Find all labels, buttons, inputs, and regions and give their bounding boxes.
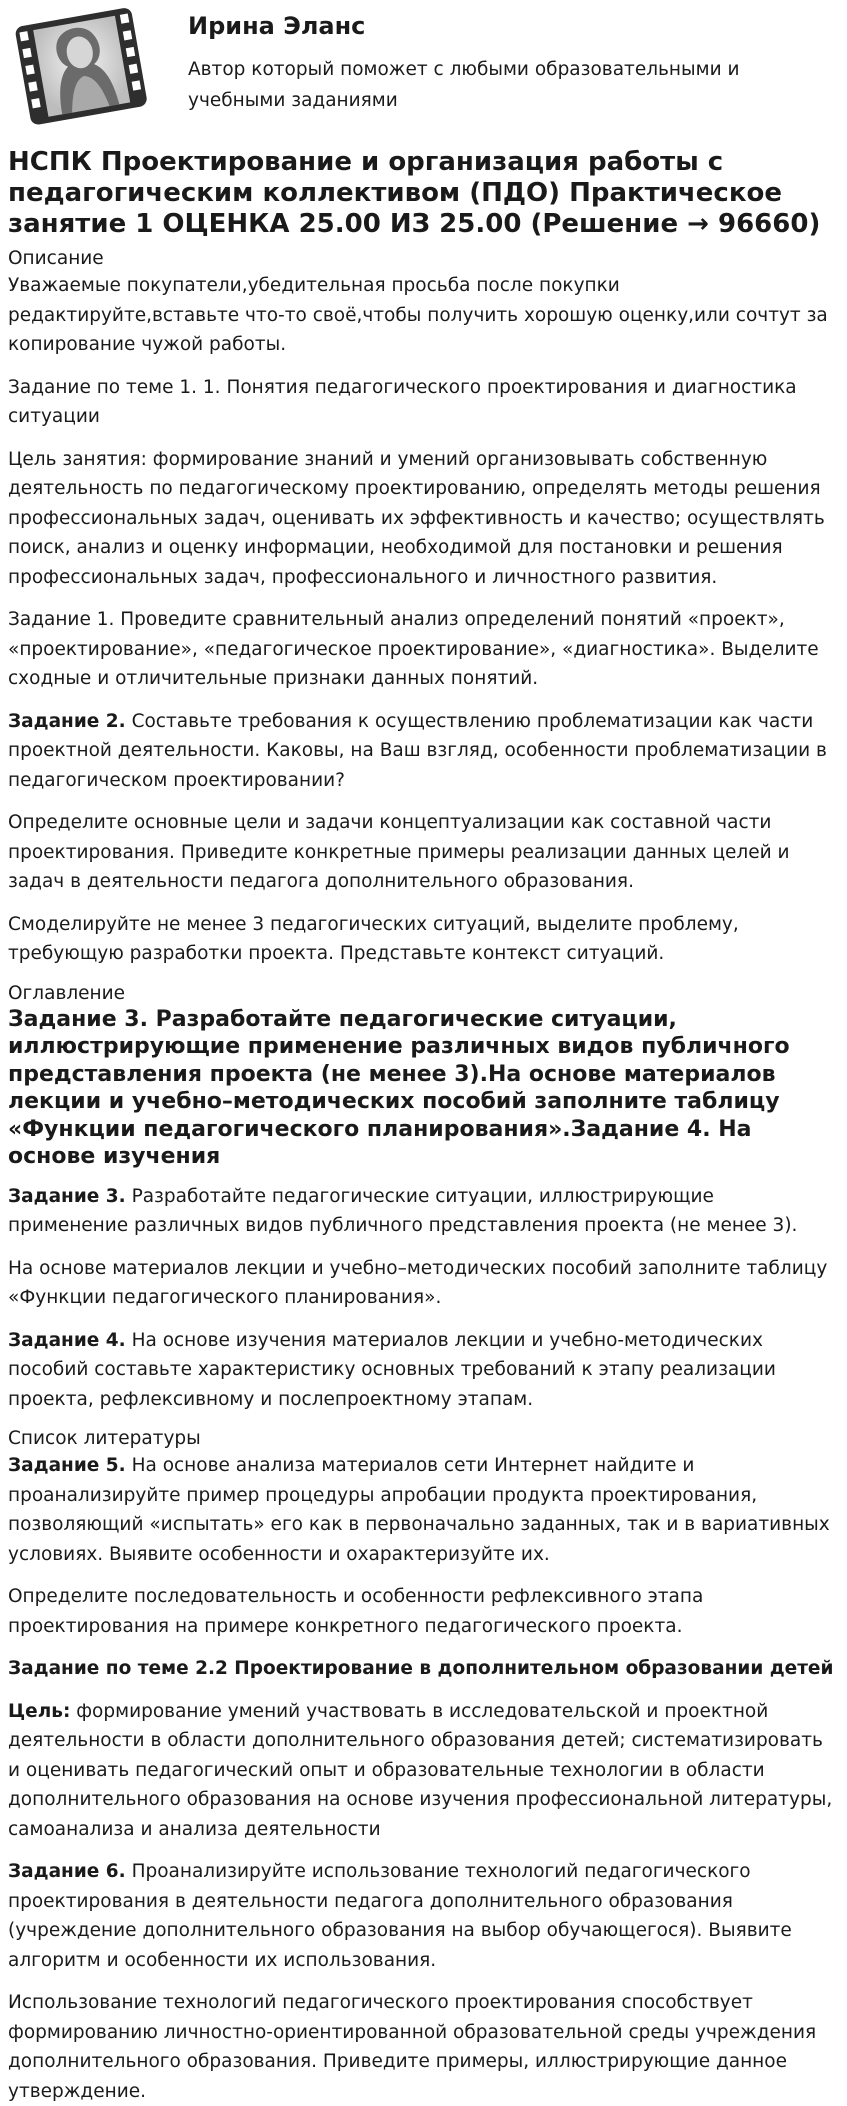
avatar[interactable] — [8, 0, 158, 130]
description-paragraph: Задание по теме 1. 1. Понятия педагогического проектирования и диагностика ситуации — [8, 376, 797, 427]
literature-paragraph: Определите последовательность и особенности рефлексивного этапа проектирования на примере конкретного педагогического проекта. — [8, 1586, 704, 1637]
literature-paragraph — [8, 1857, 837, 1975]
task-text: Разработайте педагогические ситуации, иллюстрирующие применение различных видов публичного представления проекта (не менее 3). — [8, 1185, 798, 1236]
toc-paragraph: На основе материалов лекции и учебно–методических пособий заполните таблицу «Функции педагогического планирования». — [8, 1257, 828, 1308]
toc-paragraph — [8, 1182, 837, 1241]
description-paragraph: Задание 1. Проведите сравнительный анализ определений понятий «проект», «проектирование», «педагогическое проектирование», «диагностика». Выделите сходные и отличительные признаки данных понятий. — [8, 609, 819, 689]
literature-paragraph: Использование технологий педагогического проектирования способствует формированию личностно-ориентированной образовательной среды учреждения дополнительного образования. Приведите примеры, иллюстрирующие данное утверждение. — [8, 1992, 817, 2102]
toc-paragraph — [8, 1326, 837, 1415]
goal-label: Цель: — [8, 1700, 71, 1722]
description-label: Описание — [8, 248, 104, 269]
task-text: Составьте требования к осуществлению проблематизации как части проектной деятельности. Каковы, на Ваш взгляд, особенности проблематизации в педагогическом проектировании? — [8, 710, 827, 791]
topic-heading: Задание по теме 2.2 Проектирование в дополнительном образовании детей — [8, 1658, 834, 1679]
description-paragraph: Смоделируйте не менее 3 педагогических ситуаций, выделите проблему, требующую разработки проекта. Представьте контекст ситуаций. — [8, 913, 739, 964]
author-info — [158, 0, 740, 116]
toc-heading: Задание 3. Разработайте педагогические ситуации, иллюстрирующие применение различных видов публичного представления проекта (не менее 3).На основе материалов лекции и учебно–методических пособий заполните таблицу «Функции педагогического планирования».Задание 4. На основе изучения — [8, 1006, 790, 1169]
literature-paragraph — [8, 1451, 837, 1569]
task-text: На основе изучения материалов лекции и учебно-методических пособий составьте характеристику основных требований к этапу реализации проекта, рефлексивному и послепроектному этапам. — [8, 1329, 776, 1410]
description-paragraph — [8, 707, 837, 796]
author-name[interactable]: Ирина Эланс — [188, 12, 366, 40]
literature-label: Список литературы — [8, 1428, 201, 1449]
task-text: На основе анализа материалов сети Интернет найдите и проанализируйте пример процедуры апробации продукта проектирования, позволяющий «испытать» его как в первоначально заданных, так и в вариативных условиях. Выявите особенности и охарактеризуйте их. — [8, 1455, 830, 1565]
literature-paragraph — [8, 1654, 837, 1684]
task-text: Проанализируйте использование технологий педагогического проектирования в деятельности педагога дополнительного образования (учреждение дополнительного образования на выбор обучающегося). Выявите алгоритм и особенности их использования. — [8, 1861, 792, 1971]
task-label: Задание 6. — [8, 1861, 126, 1882]
task-label: Задание 5. — [8, 1455, 126, 1476]
author-description-line: Автор который поможет с любыми образовательными и — [188, 59, 740, 80]
task-label: Задание 4. — [8, 1329, 126, 1351]
literature-paragraph — [8, 1697, 837, 1845]
page-title: НСПК Проектирование и организация работы с педагогическим коллективом (ПДО) Практическое занятие 1 ОЦЕНКА 25.00 ИЗ 25.00 (Решение → 96660) — [8, 147, 821, 239]
description-paragraph: Уважаемые покупатели,убедительная просьба после покупки редактируйте,вставьте что-то своё,чтобы получить хорошую оценку,или сочтут за копирование чужой работы. — [8, 275, 828, 355]
goal-text: формирование умений участвовать в исследовательской и проектной деятельности в области дополнительного образования детей; систематизировать и оценивать педагогический опыт и образовательные технологии в области дополнительного образования на основе изучения профессиональной литературы, самоанализа и анализа деятельности — [8, 1700, 833, 1840]
task-label: Задание 3. — [8, 1185, 126, 1207]
avatar-film-frame-icon — [8, 0, 158, 130]
author-card — [8, 0, 837, 130]
description-paragraph: Определите основные цели и задачи концептуализации как составной части проектирования. Приведите конкретные примеры реализации данных целей и задач в деятельности педагога дополнительного образования. — [8, 812, 790, 892]
author-description-line: учебными заданиями — [188, 90, 398, 111]
task-label: Задание 2. — [8, 710, 126, 732]
toc-label: Оглавление — [8, 982, 126, 1004]
author-description — [188, 54, 740, 116]
description-paragraph: Цель занятия: формирование знаний и умений организовывать собственную деятельность по педагогическому проектированию, определять методы решения профессиональных задач, оценивать их эффективность и качество; осуществлять поиск, анализ и оценку информации, необходимой для постановки и решения профессиональных задач, профессионального и личностного развития. — [8, 448, 825, 588]
